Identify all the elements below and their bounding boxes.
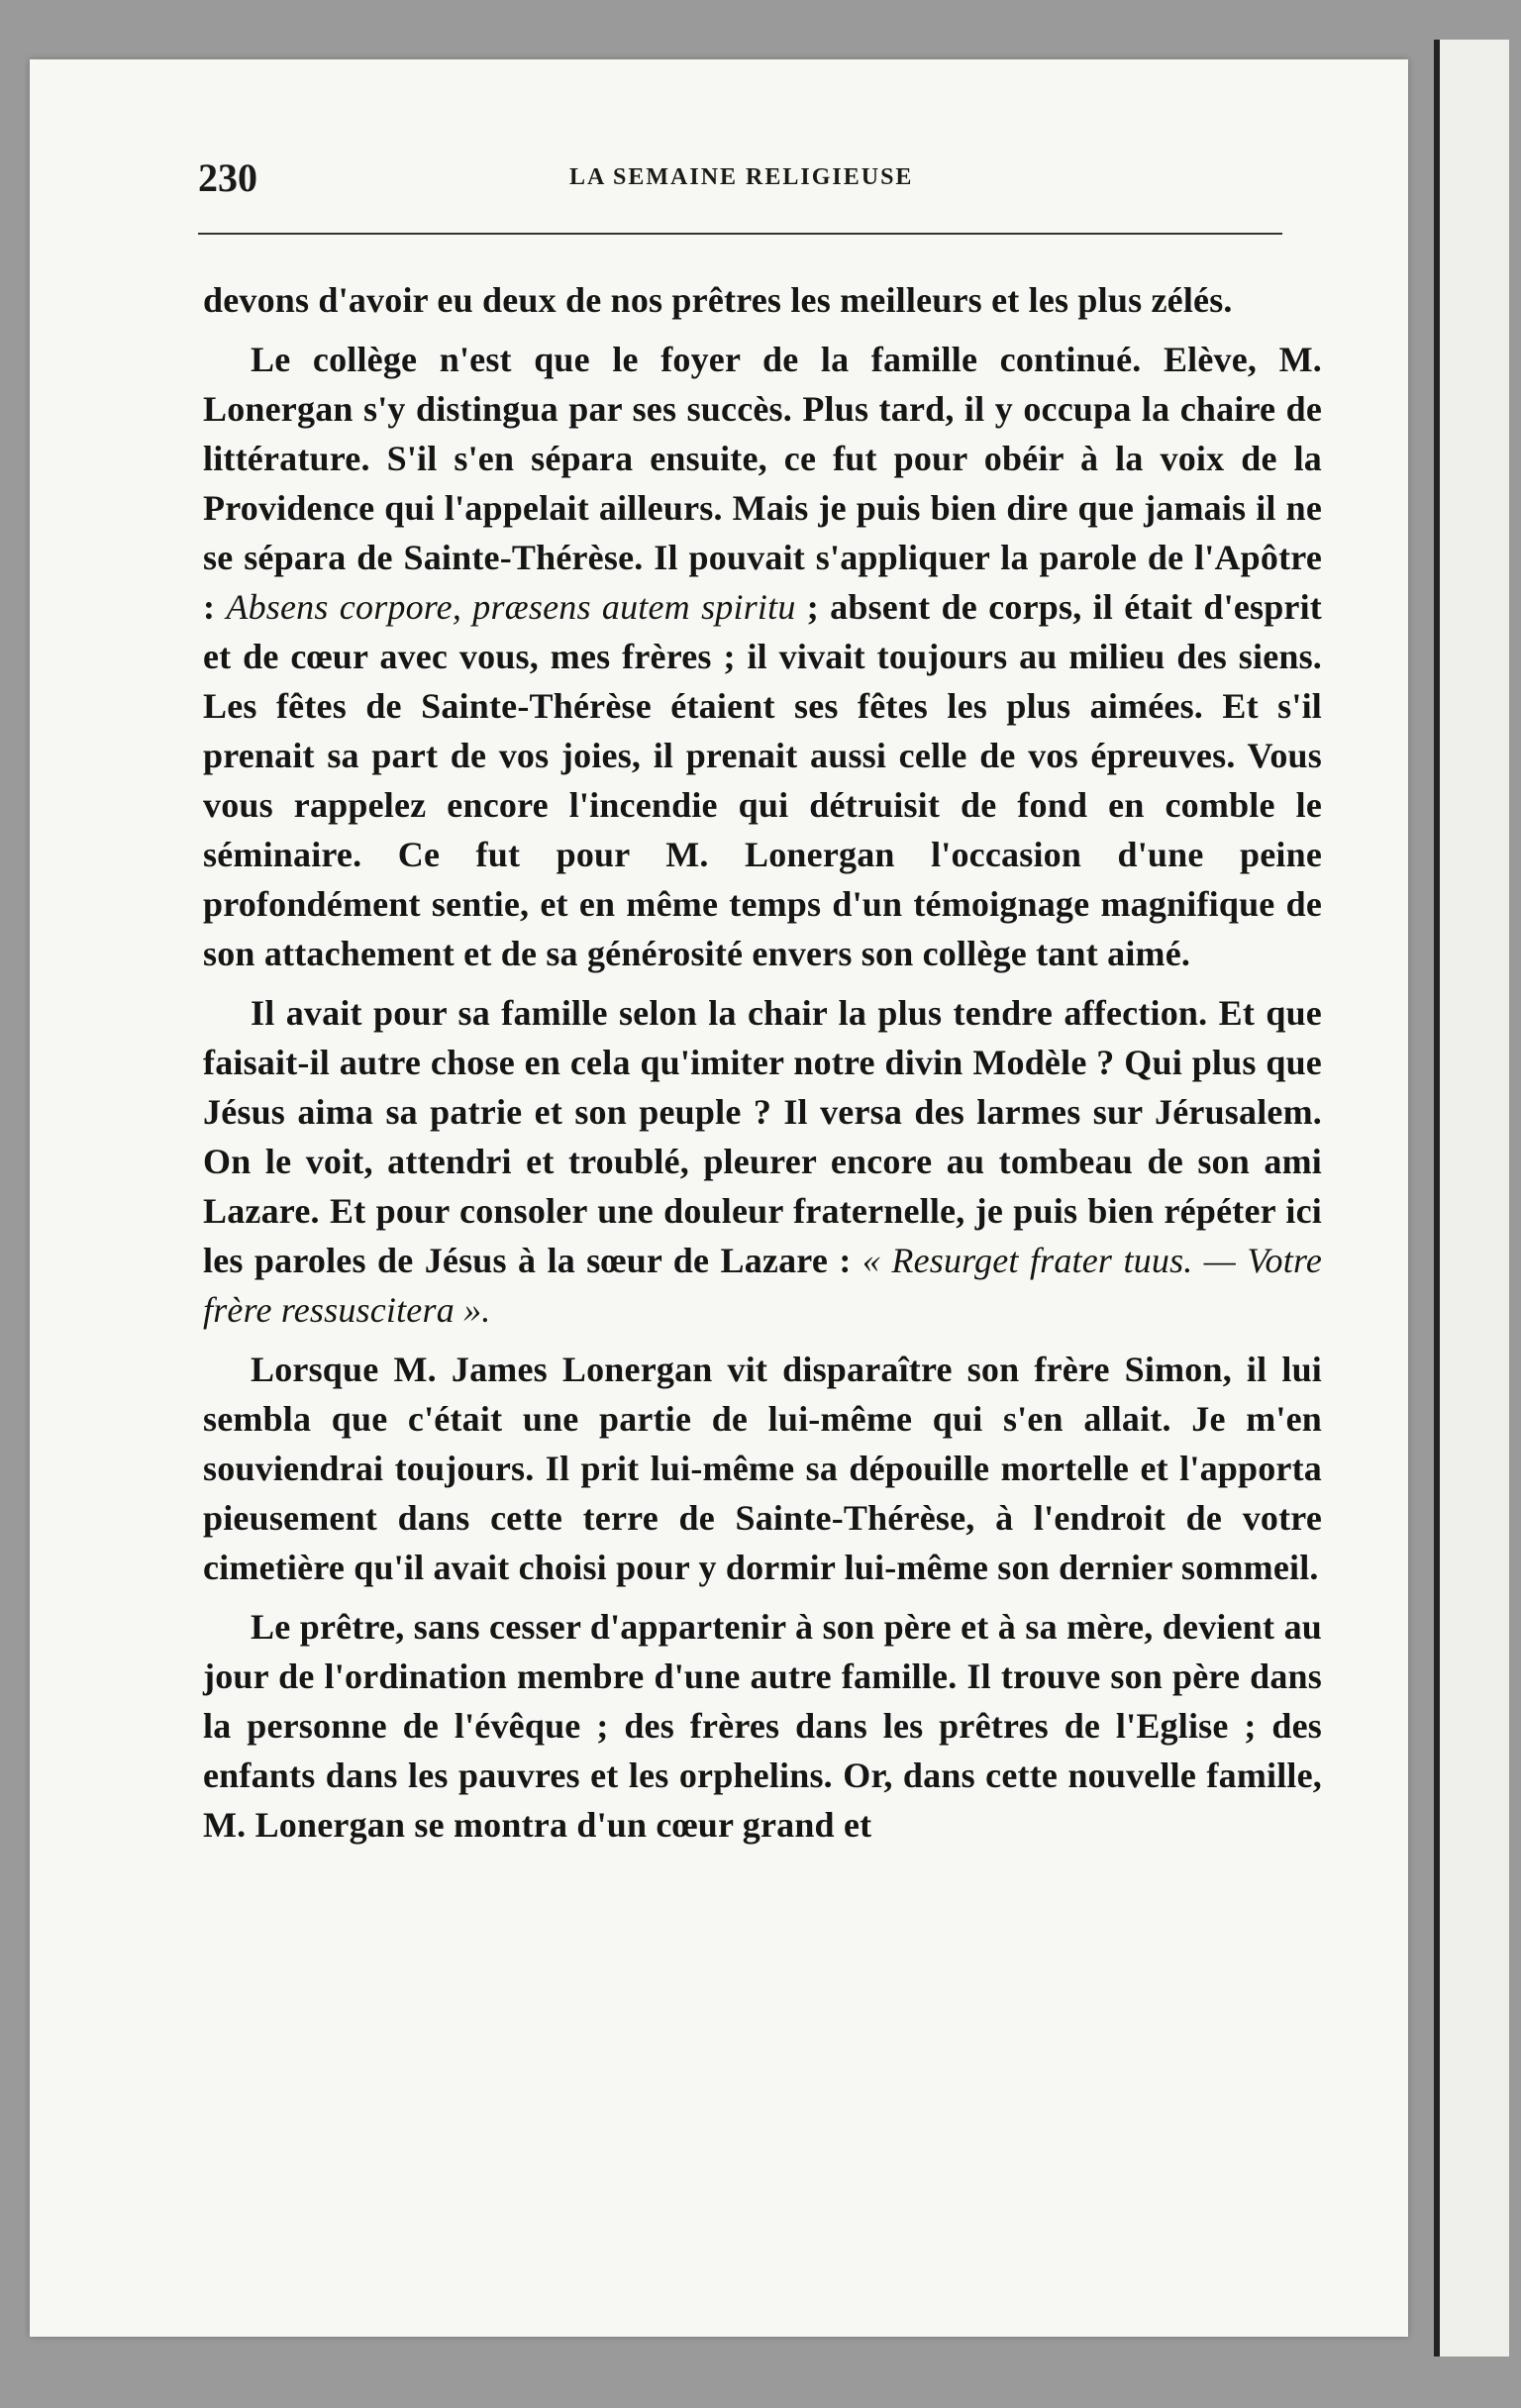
paragraph-text: ; absent de corps, il était d'esprit et de cœur avec vous, mes frères ; il vivait toujours au milieu des siens. Les fêtes de Sainte-Thérèse étaient ses fêtes les plus aimées. Et s'il prenait sa part de vos joies, il prenait aussi celle de vos épreuves. Vous vous rappelez encore l'incendie qui détruisit de fond en comble le séminaire. Ce fut pour M. Lonergan l'occasion d'une peine profondément sentie, et en même temps d'un témoignage magnifique de son attachement et de sa générosité envers son collège tant aimé. [203,587,1322,973]
paragraph-text: Le prêtre, sans cesser d'appartenir à son père et à sa mère, devient au jour de l'ordination membre d'une autre famille. Il trouve son père dans la personne de l'évêque ; des frères dans les prêtres de l'Eglise ; des enfants dans les pauvres et les orphelins. Or, dans cette nouvelle famille, M. Lonergan se montra d'un cœur grand et [203,1607,1322,1845]
paragraph-college [203,335,1322,978]
header-rule [198,233,1282,235]
page-body [203,275,1322,1859]
page-number: 230 [198,155,257,200]
paragraph-continuation [203,275,1322,325]
latin-quotation: « Resurget frater tuus. — Votre frère ressuscitera ». [203,1241,1322,1330]
paragraph-family [203,988,1322,1335]
running-title: LA SEMAINE RELIGIEUSE [569,164,914,190]
paragraph-priest [203,1602,1322,1850]
paragraph-text: devons d'avoir eu deux de nos prêtres les meilleurs et les plus zélés. [203,280,1233,320]
paragraph-text: Il avait pour sa famille selon la chair la plus tendre affection. Et que faisait-il autre chose en cela qu'imiter notre divin Modèle ? Qui plus que Jésus aima sa patrie et son peuple ? Il versa des larmes sur Jérusalem. On le voit, attendri et troublé, pleurer encore au tombeau de son ami Lazare. Et pour consoler une douleur fraternelle, je puis bien répéter ici les paroles de Jésus à la sœur de Lazare : [203,993,1322,1280]
latin-quotation: Absens corpore, præsens autem spiritu [226,587,796,627]
page-header [168,149,1307,208]
paragraph-simon [203,1345,1322,1592]
paragraph-text: Le collège n'est que le foyer de la famille continué. Elève, M. Lonergan s'y distingua par ses succès. Plus tard, il y occupa la chaire de littérature. S'il s'en sépara ensuite, ce fut pour obéir à la voix de la Providence qui l'appelait ailleurs. Mais je puis bien dire que jamais il ne se sépara de Sainte-Thérèse. Il pouvait s'appliquer la parole de l'Apôtre : [203,340,1322,627]
next-page-edge [1434,40,1509,2357]
paragraph-text: Lorsque M. James Lonergan vit disparaître son frère Simon, il lui sembla que c'était une partie de lui-même qui s'en allait. Je m'en souviendrai toujours. Il prit lui-même sa dépouille mortelle et l'apporta pieusement dans cette terre de Sainte-Thérèse, à l'endroit de votre cimetière qu'il avait choisi pour y dormir lui-même son dernier sommeil. [203,1350,1322,1587]
